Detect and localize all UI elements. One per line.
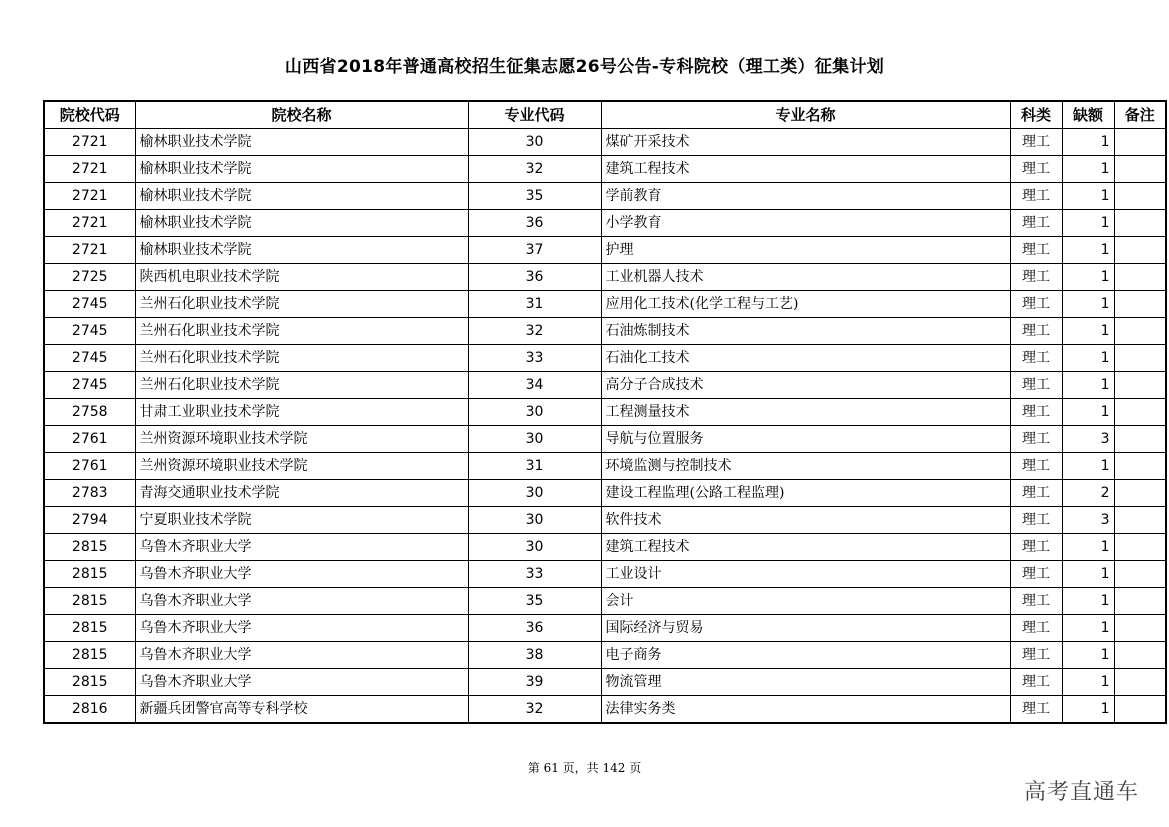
cell-vacancy: 3 xyxy=(1062,507,1114,534)
cell-vacancy: 2 xyxy=(1062,480,1114,507)
cell-major-name: 软件技术 xyxy=(601,507,1010,534)
cell-school-name: 宁夏职业技术学院 xyxy=(135,507,468,534)
cell-vacancy: 1 xyxy=(1062,399,1114,426)
cell-major-code: 36 xyxy=(468,615,601,642)
cell-category: 理工 xyxy=(1010,426,1062,453)
table-row xyxy=(44,318,1166,345)
header-vacancy: 缺额 xyxy=(1062,101,1114,129)
cell-vacancy: 1 xyxy=(1062,615,1114,642)
cell-remark xyxy=(1114,696,1166,724)
cell-school-name: 新疆兵团警官高等专科学校 xyxy=(135,696,468,724)
cell-major-code: 33 xyxy=(468,345,601,372)
cell-school-code: 2783 xyxy=(44,480,135,507)
table-row xyxy=(44,129,1166,156)
cell-vacancy: 1 xyxy=(1062,345,1114,372)
cell-school-name: 兰州石化职业技术学院 xyxy=(135,318,468,345)
table-row xyxy=(44,210,1166,237)
cell-vacancy: 1 xyxy=(1062,156,1114,183)
cell-category: 理工 xyxy=(1010,399,1062,426)
cell-vacancy: 3 xyxy=(1062,426,1114,453)
cell-major-code: 32 xyxy=(468,156,601,183)
cell-school-code: 2815 xyxy=(44,561,135,588)
cell-major-name: 国际经济与贸易 xyxy=(601,615,1010,642)
cell-major-code: 31 xyxy=(468,291,601,318)
cell-school-code: 2761 xyxy=(44,453,135,480)
cell-school-code: 2794 xyxy=(44,507,135,534)
cell-major-name: 法律实务类 xyxy=(601,696,1010,724)
table-row xyxy=(44,696,1166,724)
document-title: 山西省2018年普通高校招生征集志愿26号公告-专科院校（理工类）征集计划 xyxy=(284,57,885,77)
cell-major-name: 建筑工程技术 xyxy=(601,156,1010,183)
cell-vacancy: 1 xyxy=(1062,534,1114,561)
cell-remark xyxy=(1114,129,1166,156)
cell-school-name: 兰州石化职业技术学院 xyxy=(135,372,468,399)
table-body xyxy=(44,129,1166,724)
cell-remark xyxy=(1114,210,1166,237)
cell-school-name: 榆林职业技术学院 xyxy=(135,183,468,210)
cell-school-code: 2725 xyxy=(44,264,135,291)
cell-major-code: 34 xyxy=(468,372,601,399)
table-header-row xyxy=(44,101,1166,129)
cell-remark xyxy=(1114,156,1166,183)
cell-category: 理工 xyxy=(1010,534,1062,561)
cell-major-name: 学前教育 xyxy=(601,183,1010,210)
cell-school-code: 2816 xyxy=(44,696,135,724)
cell-vacancy: 1 xyxy=(1062,129,1114,156)
cell-school-code: 2761 xyxy=(44,426,135,453)
cell-vacancy: 1 xyxy=(1062,561,1114,588)
watermark-text: 高考直通车 xyxy=(1023,780,1139,805)
cell-major-name: 煤矿开采技术 xyxy=(601,129,1010,156)
cell-major-name: 高分子合成技术 xyxy=(601,372,1010,399)
admission-plan-table xyxy=(43,100,1167,724)
cell-school-name: 甘肃工业职业技术学院 xyxy=(135,399,468,426)
cell-school-name: 榆林职业技术学院 xyxy=(135,210,468,237)
cell-major-code: 37 xyxy=(468,237,601,264)
cell-school-code: 2721 xyxy=(44,129,135,156)
cell-school-name: 乌鲁木齐职业大学 xyxy=(135,534,468,561)
cell-category: 理工 xyxy=(1010,156,1062,183)
cell-vacancy: 1 xyxy=(1062,210,1114,237)
cell-school-code: 2745 xyxy=(44,318,135,345)
cell-category: 理工 xyxy=(1010,318,1062,345)
cell-major-name: 护理 xyxy=(601,237,1010,264)
cell-major-name: 小学教育 xyxy=(601,210,1010,237)
cell-school-name: 兰州石化职业技术学院 xyxy=(135,345,468,372)
cell-vacancy: 1 xyxy=(1062,183,1114,210)
cell-major-code: 32 xyxy=(468,696,601,724)
cell-vacancy: 1 xyxy=(1062,669,1114,696)
cell-category: 理工 xyxy=(1010,642,1062,669)
cell-school-name: 乌鲁木齐职业大学 xyxy=(135,588,468,615)
cell-category: 理工 xyxy=(1010,237,1062,264)
cell-major-name: 建设工程监理(公路工程监理) xyxy=(601,480,1010,507)
cell-category: 理工 xyxy=(1010,696,1062,724)
cell-category: 理工 xyxy=(1010,561,1062,588)
cell-remark xyxy=(1114,507,1166,534)
table-row xyxy=(44,399,1166,426)
cell-remark xyxy=(1114,237,1166,264)
cell-major-code: 33 xyxy=(468,561,601,588)
cell-vacancy: 1 xyxy=(1062,453,1114,480)
cell-school-code: 2721 xyxy=(44,183,135,210)
header-school-code: 院校代码 xyxy=(44,101,135,129)
cell-school-name: 兰州资源环境职业技术学院 xyxy=(135,453,468,480)
table-row xyxy=(44,642,1166,669)
cell-major-code: 38 xyxy=(468,642,601,669)
cell-school-name: 陕西机电职业技术学院 xyxy=(135,264,468,291)
cell-vacancy: 1 xyxy=(1062,372,1114,399)
cell-category: 理工 xyxy=(1010,588,1062,615)
cell-remark xyxy=(1114,264,1166,291)
cell-remark xyxy=(1114,318,1166,345)
cell-school-name: 乌鲁木齐职业大学 xyxy=(135,561,468,588)
cell-major-name: 环境监测与控制技术 xyxy=(601,453,1010,480)
cell-major-code: 36 xyxy=(468,264,601,291)
cell-major-code: 30 xyxy=(468,426,601,453)
cell-school-code: 2745 xyxy=(44,372,135,399)
cell-remark xyxy=(1114,588,1166,615)
cell-school-name: 青海交通职业技术学院 xyxy=(135,480,468,507)
cell-remark xyxy=(1114,345,1166,372)
cell-major-code: 31 xyxy=(468,453,601,480)
table-row xyxy=(44,507,1166,534)
cell-school-code: 2815 xyxy=(44,534,135,561)
cell-remark xyxy=(1114,183,1166,210)
cell-major-name: 石油化工技术 xyxy=(601,345,1010,372)
page-number-footer: 第 61 页，共 142 页 xyxy=(527,761,642,775)
cell-category: 理工 xyxy=(1010,345,1062,372)
cell-school-code: 2745 xyxy=(44,345,135,372)
table-row xyxy=(44,426,1166,453)
header-category: 科类 xyxy=(1010,101,1062,129)
table-row xyxy=(44,156,1166,183)
cell-school-name: 乌鲁木齐职业大学 xyxy=(135,615,468,642)
cell-remark xyxy=(1114,534,1166,561)
cell-major-name: 工程测量技术 xyxy=(601,399,1010,426)
cell-remark xyxy=(1114,453,1166,480)
table-row xyxy=(44,264,1166,291)
cell-major-code: 32 xyxy=(468,318,601,345)
cell-major-name: 建筑工程技术 xyxy=(601,534,1010,561)
cell-remark xyxy=(1114,669,1166,696)
cell-school-code: 2745 xyxy=(44,291,135,318)
cell-school-name: 榆林职业技术学院 xyxy=(135,237,468,264)
cell-remark xyxy=(1114,372,1166,399)
cell-major-code: 35 xyxy=(468,588,601,615)
cell-category: 理工 xyxy=(1010,669,1062,696)
cell-major-code: 35 xyxy=(468,183,601,210)
cell-major-code: 30 xyxy=(468,399,601,426)
table-row xyxy=(44,345,1166,372)
cell-major-name: 石油炼制技术 xyxy=(601,318,1010,345)
cell-major-name: 工业设计 xyxy=(601,561,1010,588)
cell-remark xyxy=(1114,399,1166,426)
cell-major-code: 30 xyxy=(468,129,601,156)
cell-major-code: 36 xyxy=(468,210,601,237)
cell-remark xyxy=(1114,561,1166,588)
header-major-code: 专业代码 xyxy=(468,101,601,129)
cell-remark xyxy=(1114,642,1166,669)
cell-vacancy: 1 xyxy=(1062,588,1114,615)
cell-vacancy: 1 xyxy=(1062,696,1114,724)
cell-school-code: 2721 xyxy=(44,210,135,237)
cell-remark xyxy=(1114,615,1166,642)
cell-vacancy: 1 xyxy=(1062,264,1114,291)
cell-category: 理工 xyxy=(1010,183,1062,210)
cell-major-name: 会计 xyxy=(601,588,1010,615)
cell-vacancy: 1 xyxy=(1062,237,1114,264)
cell-school-code: 2815 xyxy=(44,642,135,669)
cell-school-code: 2721 xyxy=(44,156,135,183)
cell-category: 理工 xyxy=(1010,210,1062,237)
cell-vacancy: 1 xyxy=(1062,318,1114,345)
table-row xyxy=(44,291,1166,318)
header-school-name: 院校名称 xyxy=(135,101,468,129)
table-row xyxy=(44,669,1166,696)
cell-category: 理工 xyxy=(1010,264,1062,291)
cell-school-name: 兰州石化职业技术学院 xyxy=(135,291,468,318)
cell-school-code: 2815 xyxy=(44,588,135,615)
cell-remark xyxy=(1114,291,1166,318)
cell-major-name: 应用化工技术(化学工程与工艺) xyxy=(601,291,1010,318)
cell-school-code: 2758 xyxy=(44,399,135,426)
cell-major-code: 30 xyxy=(468,480,601,507)
cell-school-name: 乌鲁木齐职业大学 xyxy=(135,642,468,669)
cell-major-name: 电子商务 xyxy=(601,642,1010,669)
cell-category: 理工 xyxy=(1010,372,1062,399)
table-row xyxy=(44,615,1166,642)
header-major-name: 专业名称 xyxy=(601,101,1010,129)
cell-category: 理工 xyxy=(1010,480,1062,507)
cell-category: 理工 xyxy=(1010,507,1062,534)
cell-school-code: 2815 xyxy=(44,669,135,696)
header-remark: 备注 xyxy=(1114,101,1166,129)
cell-remark xyxy=(1114,426,1166,453)
cell-school-name: 兰州资源环境职业技术学院 xyxy=(135,426,468,453)
table-row xyxy=(44,588,1166,615)
cell-major-name: 物流管理 xyxy=(601,669,1010,696)
cell-school-code: 2721 xyxy=(44,237,135,264)
table-row xyxy=(44,534,1166,561)
cell-category: 理工 xyxy=(1010,453,1062,480)
cell-major-code: 30 xyxy=(468,534,601,561)
table-row xyxy=(44,237,1166,264)
table-row xyxy=(44,453,1166,480)
cell-major-name: 工业机器人技术 xyxy=(601,264,1010,291)
cell-school-name: 榆林职业技术学院 xyxy=(135,156,468,183)
table-row xyxy=(44,480,1166,507)
table-row xyxy=(44,372,1166,399)
cell-school-code: 2815 xyxy=(44,615,135,642)
cell-major-code: 39 xyxy=(468,669,601,696)
cell-category: 理工 xyxy=(1010,615,1062,642)
table-row xyxy=(44,561,1166,588)
cell-major-name: 导航与位置服务 xyxy=(601,426,1010,453)
cell-remark xyxy=(1114,480,1166,507)
cell-vacancy: 1 xyxy=(1062,291,1114,318)
cell-major-code: 30 xyxy=(468,507,601,534)
cell-school-name: 乌鲁木齐职业大学 xyxy=(135,669,468,696)
cell-category: 理工 xyxy=(1010,291,1062,318)
cell-category: 理工 xyxy=(1010,129,1062,156)
cell-vacancy: 1 xyxy=(1062,642,1114,669)
cell-school-name: 榆林职业技术学院 xyxy=(135,129,468,156)
table-row xyxy=(44,183,1166,210)
